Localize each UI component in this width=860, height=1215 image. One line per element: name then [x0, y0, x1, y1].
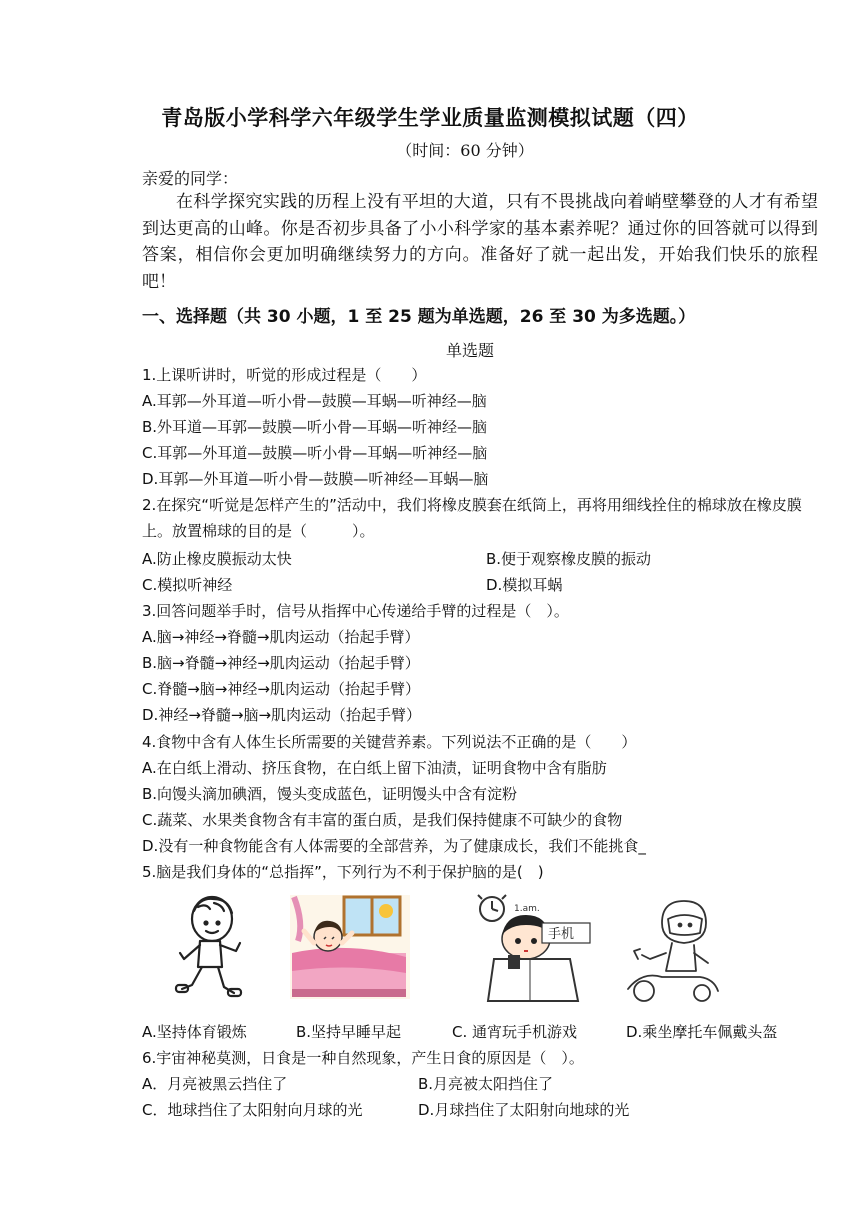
q2-option-d: D.模拟耳蜗: [486, 576, 563, 594]
q6-stem: 6.宇宙神秘莫测，日食是一种自然现象，产生日食的原因是（ ）。: [142, 1049, 584, 1067]
girl-in-bed-illustration: [288, 893, 412, 1001]
q6-option-c: C．地球挡住了太阳射向月球的光: [142, 1101, 363, 1119]
exam-title: 青岛版小学科学六年级学生学业质量监测模拟试题（四）: [161, 106, 699, 130]
q6-option-d: D.月球挡住了太阳射向地球的光: [418, 1101, 630, 1119]
helmet-rider-illustration: [622, 893, 722, 1003]
running-boy-illustration: [170, 893, 250, 1003]
q1-stem: 1.上课听讲时，听觉的形成过程是（ ）: [142, 366, 427, 384]
q4-stem: 4.食物中含有人体生长所需要的关键营养素。下列说法不正确的是（ ）: [142, 733, 637, 751]
q3-option-d: D.神经→脊髓→脑→肌肉运动（抬起手臂）: [142, 706, 422, 724]
q2-option-b: B.便于观察橡皮膜的振动: [486, 550, 652, 568]
clock-time-label: 1.am.: [514, 904, 540, 914]
q5-option-d: D.乘坐摩托车佩戴头盔: [626, 1023, 778, 1041]
q1-option-a: A.耳郭—外耳道—听小骨—鼓膜—耳蜗—听神经—脑: [142, 392, 487, 410]
q1-option-d: D.耳郭—外耳道—听小骨—鼓膜—听神经—耳蜗—脑: [142, 470, 489, 488]
phone-at-night-illustration: [474, 893, 598, 1003]
section-subheading: 单选题: [445, 341, 494, 360]
exam-time: （时间：60 分钟）: [396, 141, 534, 160]
q3-option-b: B.脑→脊髓→神经→肌肉运动（抬起手臂）: [142, 654, 420, 672]
intro-greeting: 亲爱的同学：: [142, 169, 239, 188]
q5-option-a: A.坚持体育锻炼: [142, 1023, 247, 1041]
q2-option-c: C.模拟听神经: [142, 576, 233, 594]
q4-option-a: A.在白纸上滑动、挤压食物，在白纸上留下油渍，证明食物中含有脂肪: [142, 759, 607, 777]
section-heading: 一、选择题（共 30 小题，1 至 25 题为单选题，26 至 30 为多选题。）: [142, 307, 696, 327]
q1-option-c: C.耳郭—外耳道—鼓膜—听小骨—耳蜗—听神经—脑: [142, 444, 488, 462]
q3-option-a: A.脑→神经→脊髓→肌肉运动（抬起手臂）: [142, 628, 420, 646]
q2-option-a: A.防止橡皮膜振动太快: [142, 550, 292, 568]
q4-option-d: D.没有一种食物能含有人体需要的全部营养，为了健康成长，我们不能挑食_: [142, 837, 646, 855]
q5-option-c: C. 通宵玩手机游戏: [452, 1023, 578, 1041]
q4-option-b: B.向馒头滴加碘酒，馒头变成蓝色，证明馒头中含有淀粉: [142, 785, 518, 803]
q3-stem: 3.回答问题举手时，信号从指挥中心传递给手臂的过程是（ ）。: [142, 602, 569, 620]
phone-word-label: 手机: [548, 927, 575, 942]
intro-text: 在科学探究实践的历程上没有平坦的大道，只有不畏挑战向着峭壁攀登的人才有希望到达更高的山峰。你是否初步具备了小小科学家的基本素养呢？通过你的回答就可以得到答案，相信你会更加明确继续努力的方向。准备好了就一起出发，开始我们快乐的旅程吧！: [142, 192, 818, 292]
q2-stem: 2.在探究“听觉是怎样产生的”活动中，我们将橡皮膜套在纸筒上，再将用细线拴住的棉球放在橡皮膜上。放置棉球的目的是（ ）。: [142, 496, 802, 540]
q4-option-c: C.蔬菜、水果类食物含有丰富的蛋白质，是我们保持健康不可缺少的食物: [142, 811, 623, 829]
intro-paragraph: [142, 189, 818, 295]
q6-option-a: A．月亮被黑云挡住了: [142, 1075, 288, 1093]
q1-option-b: B.外耳道—耳郭—鼓膜—听小骨—耳蜗—听神经—脑: [142, 418, 488, 436]
q5-stem: 5.脑是我们身体的“总指挥”，下列行为不利于保护脑的是( ): [142, 863, 544, 881]
q5-option-b: B.坚持早睡早起: [296, 1023, 402, 1041]
q6-option-b: B.月亮被太阳挡住了: [418, 1075, 554, 1093]
q3-option-c: C.脊髓→脑→神经→肌肉运动（抬起手臂）: [142, 680, 420, 698]
